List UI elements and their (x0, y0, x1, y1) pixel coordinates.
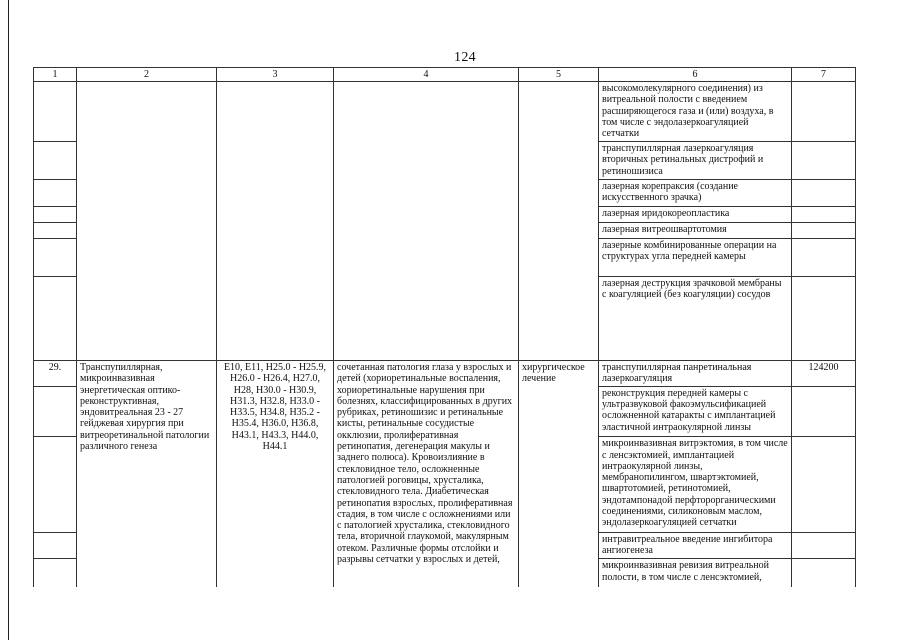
column-header-6: 6 (599, 68, 792, 82)
cell-number (34, 207, 77, 223)
cell-price (792, 223, 856, 239)
cell-price (792, 559, 856, 587)
cell-number (34, 277, 77, 361)
cell-method: лазерная корепраксия (создание искусственного зрачка) (599, 180, 792, 207)
cell-number (34, 223, 77, 239)
column-header-1: 1 (34, 68, 77, 82)
cell-method: интравитреальное введение ингибитора ангиогенеза (599, 533, 792, 559)
medical-care-table (33, 67, 856, 587)
cell-treatment (519, 361, 599, 588)
service-name: Транспупиллярная, микроинвазивная энергетическая оптико-реконструктивная, эндовитреальная 23 - 27 гейджевая хирургия при витреоретинальной патологии различного генеза (80, 362, 210, 453)
cell-method: лазерная иридокореопластика (599, 207, 792, 223)
cell-method: высокомолекулярного соединения) из витреальной полости с введением расширяющегося газа и (или) воздуха, в том числе с эндолазеркоагуляцией сетчатки (599, 82, 792, 142)
cell-method: лазерная деструкция зрачковой мембраны с коагуляцией (без коагуляции) сосудов (599, 277, 792, 361)
cell-price (792, 142, 856, 180)
cell-method: реконструкция передней камеры с ультразвуковой факоэмульсификацией осложненной катаракты с имплантацией эластичной интраокулярной линзы (599, 386, 792, 436)
cell-treatment-continued (519, 82, 599, 361)
table-header-row (34, 68, 856, 82)
cell-name (77, 361, 217, 588)
column-header-3: 3 (217, 68, 334, 82)
cell-number (34, 142, 77, 180)
cell-number (34, 180, 77, 207)
table-row-entry-29 (34, 361, 856, 387)
cell-model-continued (334, 82, 519, 361)
cell-name-continued (77, 82, 217, 361)
cell-codes (217, 361, 334, 588)
cell-method: лазерная витреошвартотомия (599, 223, 792, 239)
column-header-2: 2 (77, 68, 217, 82)
column-header-4: 4 (334, 68, 519, 82)
cell-method: транспупиллярная лазеркоагуляция вторичных ретинальных дистрофий и ретиношизиса (599, 142, 792, 180)
cell-method: транспупиллярная панретинальная лазеркоагуляция (599, 361, 792, 387)
patient-model: сочетанная патология глаза у взрослых и детей (хориоретинальные воспаления, хориоретинальные нарушения при болезнях, классифицированных в других рубриках, ретиношизис и ретинальные кисты, ретинальные сосудистые окклюзии, пролиферативная ретинопатия, дегенерация макулы и заднего полюса). Кровоизлияние в стекловидное тело, осложненные патологией роговицы, хрусталика, стекловидного тела. Диабетическая ретинопатия взрослых, пролиферативная стадия, в том числе с осложнениями или с патологией хрусталика, стекловидного тела, вторичной глаукомой, макулярным отеком. Различные формы отслойки и разрывы сетчатки у взрослых и детей, (337, 362, 513, 566)
cell-number (34, 239, 77, 277)
diagnosis-codes: E10, E11, H25.0 - H25.9, H26.0 - H26.4, H27.0, H28, H30.0 - H30.9, H31.3, H32.8, H33.0 - H33.5, H34.8, H35.2 - H35.4, H36.0, H36.8, H43.1, H43.3, H44.0, H44.1 (223, 362, 327, 453)
cell-price (792, 180, 856, 207)
cell-number (34, 82, 77, 142)
page-number: 124 (454, 50, 476, 65)
treatment-type: хирургическое лечение (522, 362, 585, 385)
cell-price (792, 207, 856, 223)
column-header-7: 7 (792, 68, 856, 82)
cell-number: 29. (34, 361, 77, 387)
cell-number (34, 437, 77, 533)
cell-price (792, 277, 856, 361)
cell-price (792, 386, 856, 436)
cell-method: лазерные комбинированные операции на структурах угла передней камеры (599, 239, 792, 277)
cell-price (792, 533, 856, 559)
cell-model (334, 361, 519, 588)
column-header-5: 5 (519, 68, 599, 82)
cell-price (792, 437, 856, 533)
cell-price (792, 82, 856, 142)
cell-number (34, 386, 77, 436)
cell-method: микроинвазивная витрэктомия, в том числе с ленсэктомией, имплантацией интраокулярной линзы, мембранопилингом, швартэктомией, швартотомией, ретинотомией, эндотампонадой перфторорганическими соединениями, силиконовым маслом, эндолазеркоагуляцией сетчатки (599, 437, 792, 533)
cell-price (792, 239, 856, 277)
cell-codes-continued (217, 82, 334, 361)
cell-number (34, 533, 77, 559)
cell-price: 124200 (792, 361, 856, 387)
cell-method: микроинвазивная ревизия витреальной полости, в том числе с ленсэктомией, (599, 559, 792, 587)
table-row (34, 82, 856, 142)
cell-number (34, 559, 77, 587)
page-left-border (8, 0, 9, 640)
